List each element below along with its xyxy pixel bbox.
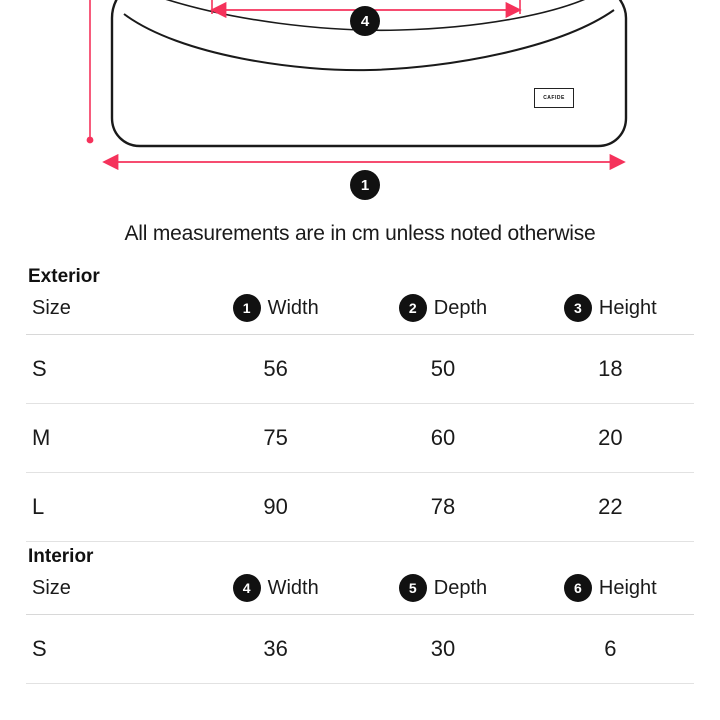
exterior-table xyxy=(26,294,694,542)
exterior-s-depth: 50 xyxy=(359,335,526,404)
exterior-col-size: Size xyxy=(26,294,192,335)
exterior-l-size: L xyxy=(26,473,192,542)
exterior-s-size: S xyxy=(26,335,192,404)
interior-col-height xyxy=(527,574,694,615)
badge-icon-6: 6 xyxy=(564,574,592,602)
diagram-badge-4: 4 xyxy=(350,6,380,36)
interior-col-width-label: Width xyxy=(267,576,319,599)
exterior-s-width: 56 xyxy=(192,335,359,404)
interior-col-depth xyxy=(359,574,526,615)
exterior-l-height: 22 xyxy=(527,473,694,542)
table-row xyxy=(26,473,694,542)
table-row xyxy=(26,615,694,684)
table-header-row xyxy=(26,574,694,615)
exterior-m-height: 20 xyxy=(527,404,694,473)
exterior-col-depth xyxy=(359,294,526,335)
interior-s-height: 6 xyxy=(527,615,694,684)
exterior-m-depth: 60 xyxy=(359,404,526,473)
interior-col-width xyxy=(192,574,359,615)
height-guide-dot xyxy=(87,137,94,144)
badge-icon-2: 2 xyxy=(399,294,427,322)
interior-col-height-label: Height xyxy=(598,576,657,599)
exterior-m-width: 75 xyxy=(192,404,359,473)
interior-col-size: Size xyxy=(26,574,192,615)
badge-icon-4: 4 xyxy=(233,574,261,602)
exterior-section xyxy=(0,266,720,542)
interior-section xyxy=(0,546,720,684)
table-header-row xyxy=(26,294,694,335)
diagram-badge-1: 1 xyxy=(350,170,380,200)
exterior-col-width xyxy=(192,294,359,335)
measurement-caption: All measurements are in cm unless noted otherwise xyxy=(124,222,596,245)
interior-s-size: S xyxy=(26,615,192,684)
table-row xyxy=(26,404,694,473)
bag-measurement-diagram xyxy=(0,0,720,208)
badge-icon-1: 1 xyxy=(233,294,261,322)
interior-s-depth: 30 xyxy=(359,615,526,684)
exterior-col-height xyxy=(527,294,694,335)
exterior-col-depth-label: Depth xyxy=(433,296,488,319)
exterior-l-depth: 78 xyxy=(359,473,526,542)
brand-tag: CAFIDE xyxy=(534,88,574,108)
exterior-col-height-label: Height xyxy=(598,296,657,319)
exterior-s-height: 18 xyxy=(527,335,694,404)
table-row xyxy=(26,335,694,404)
badge-icon-5: 5 xyxy=(399,574,427,602)
interior-table xyxy=(26,574,694,684)
badge-icon-3: 3 xyxy=(564,294,592,322)
interior-col-depth-label: Depth xyxy=(433,576,488,599)
exterior-col-width-label: Width xyxy=(267,296,319,319)
exterior-title: Exterior xyxy=(28,266,100,287)
interior-title: Interior xyxy=(28,546,94,567)
exterior-m-size: M xyxy=(26,404,192,473)
exterior-l-width: 90 xyxy=(192,473,359,542)
interior-s-width: 36 xyxy=(192,615,359,684)
